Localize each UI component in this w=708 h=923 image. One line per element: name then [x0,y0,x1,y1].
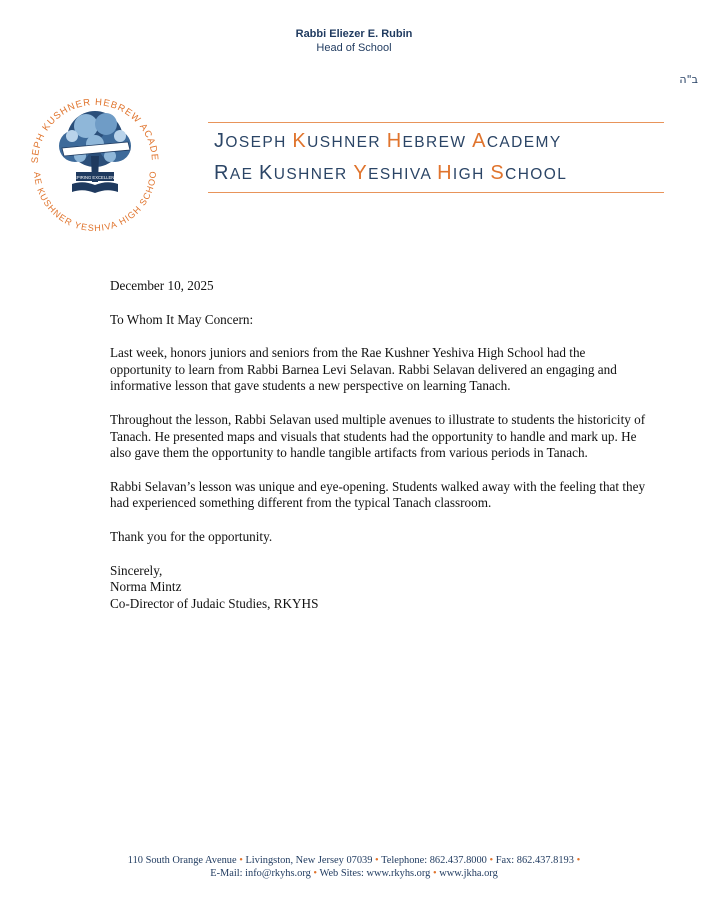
school-name-segment: OSEPH [225,134,293,151]
school-name-line-1 [208,128,664,156]
letter-body [110,278,650,629]
school-name-segment: IGH [452,166,491,183]
footer-website[interactable]: Web Sites: www.rkyhs.org [319,867,431,879]
footer-phone: Telephone: 862.437.8000 [381,855,487,866]
school-name-segment: K [259,162,274,184]
school-name-segment: CHOOL [505,166,568,183]
footer-separator: • [576,855,581,866]
seal-top-text: SEPH KUSHNER HEBREW ACADE [29,96,161,164]
footer-website-2[interactable]: www.jkha.org [439,867,498,879]
top-rule [208,122,664,123]
school-seal-logo [20,84,170,234]
school-name-segment: EBREW [402,134,473,151]
school-name-segment: AE [229,166,260,183]
school-name-segment: S [490,162,506,184]
school-name-segment: K [292,130,308,152]
letter-date: December 10, 2025 [110,278,214,293]
letter-paragraph-1: Last week, honors juniors and seniors from the Rae Kushner Yeshiva High School had the opportunity to learn from Rabbi Barnea Levi Selavan. Rabbi Selavan delivered an engaging and informative lesson that gave students a new perspective on learning Tanach. [110,345,617,394]
tree-seal-icon [20,84,170,234]
bottom-rule [208,192,664,193]
letter-salutation: To Whom It May Concern: [110,311,254,327]
school-name-segment: J [214,130,226,152]
school-name-segment: H [386,130,403,152]
seal-bottom-text: AE KUSHNER YESHIVA HIGH SCHOO [31,170,159,234]
signer-name: Norma Mintz [110,579,182,595]
footer-separator: • [239,855,243,866]
seal-banner-text: INSPIRING EXCELLENCE [69,175,121,180]
school-name-segment: A [472,130,487,152]
school-name-segment: USHNER [307,134,387,151]
school-name-block [208,122,664,193]
head-of-school-name: Rabbi Eliezer E. Rubin [295,28,413,40]
footer-line-2 [0,868,708,881]
letter-closing: Sincerely, [110,562,163,578]
footer-address: 110 South Orange Avenue [127,855,237,866]
letter-paragraph-2: Throughout the lesson, Rabbi Selavan used multiple avenues to illustrate to students the historicity of Tanach. He presented maps and visuals that students had the opportunity to handle and mark up. He also gave them the opportunity to handle tangible artifacts from various periods in Tanach. [110,411,646,461]
signer-title: Co-Director of Judaic Studies, RKYHS [110,595,319,611]
letter-signature [110,563,650,613]
footer-separator: • [432,867,437,879]
school-name-segment: H [437,162,453,184]
school-name-segment: Y [353,162,369,184]
letterhead-footer [0,855,708,880]
footer-separator: • [489,855,494,866]
footer-separator: • [375,855,379,866]
footer-email[interactable]: E-Mail: info@rkyhs.org [210,867,311,879]
school-name-segment: CADEMY [486,134,562,151]
head-of-school-title: Head of School [316,42,392,54]
bh-mark: ב"ה [679,73,698,86]
letter-paragraph-3: Rabbi Selavan’s lesson was unique and eye-opening. Students walked away with the feeling that they had experienced something different from the typical Tanach classroom. [110,478,646,511]
footer-line-1 [0,855,708,868]
letter-paragraph-4: Thank you for the opportunity. [110,528,273,544]
school-name-segment: USHNER [273,166,354,183]
footer-fax: Fax: 862.437.8193 [495,855,574,866]
school-name-segment: ESHIVA [368,166,438,183]
letterhead-header [0,27,708,56]
school-name-segment: R [214,162,230,184]
school-name-line-2 [208,160,664,188]
footer-separator: • [313,867,318,879]
footer-city: Livingston, New Jersey 07039 [245,855,373,866]
